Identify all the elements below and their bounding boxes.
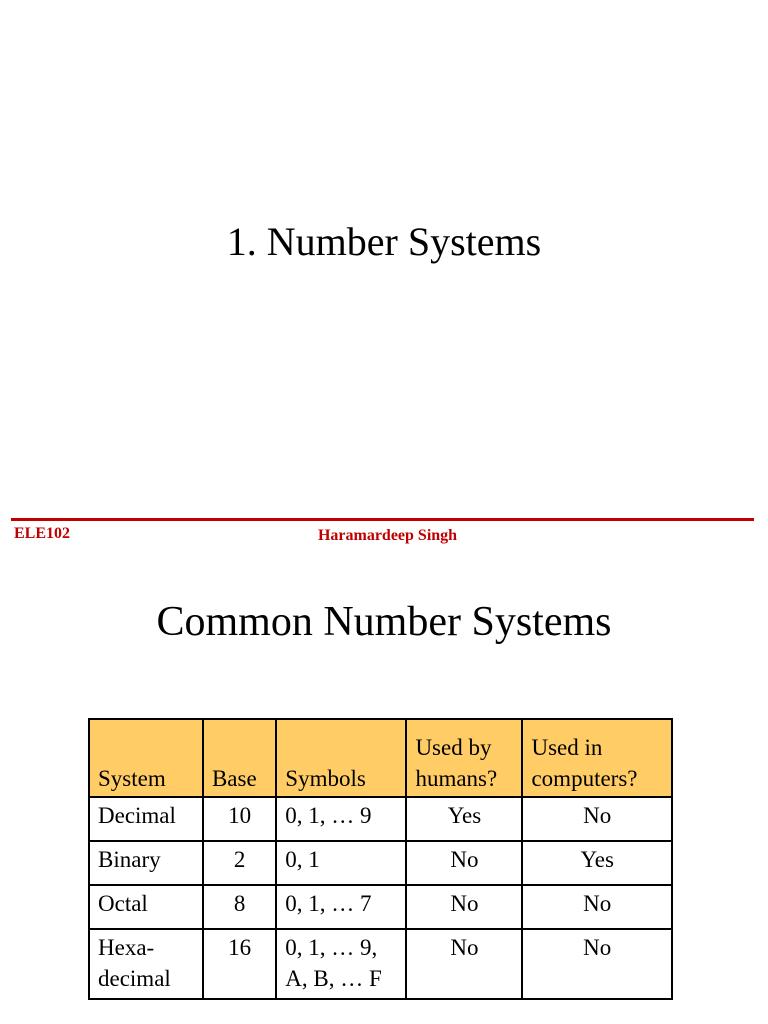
cell-used-by-humans: Yes [406,797,522,841]
cell-used-in-computers: No [522,885,672,929]
slide-title-common-number-systems: Common Number Systems [156,599,612,645]
cell-base: 8 [203,885,276,929]
cell-used-in-computers: No [522,797,672,841]
header-symbols: Symbols [276,719,406,797]
cell-system: Decimal [89,797,203,841]
cell-used-by-humans: No [406,885,522,929]
footer-divider [11,518,754,521]
table-header-row [89,719,672,797]
cell-used-by-humans: No [406,841,522,885]
cell-base: 2 [203,841,276,885]
header-base: Base [203,719,276,797]
header-system: System [89,719,203,797]
number-systems-table [88,718,673,1000]
cell-symbols: 0, 1, … 7 [276,885,406,929]
table-row [89,929,672,999]
cell-symbols: 0, 1 [276,841,406,885]
cell-used-by-humans: No [406,929,522,999]
footer-author: Haramardeep Singh [317,527,458,544]
cell-base: 16 [203,929,276,999]
footer-course-code: ELE102 [14,525,71,542]
cell-used-in-computers: No [522,929,672,999]
table-row [89,841,672,885]
header-used-by-humans: Used by humans? [406,719,522,797]
cell-used-in-computers: Yes [522,841,672,885]
header-used-in-computers: Used in computers? [522,719,672,797]
cell-symbols: 0, 1, … 9, A, B, … F [276,929,406,999]
cell-system: Octal [89,885,203,929]
cell-system: Binary [89,841,203,885]
cell-base: 10 [203,797,276,841]
table-row [89,797,672,841]
table-row [89,885,672,929]
cell-symbols: 0, 1, … 9 [276,797,406,841]
cell-system: Hexa-decimal [89,929,203,999]
slide-title-number-systems: 1. Number Systems [226,219,542,264]
